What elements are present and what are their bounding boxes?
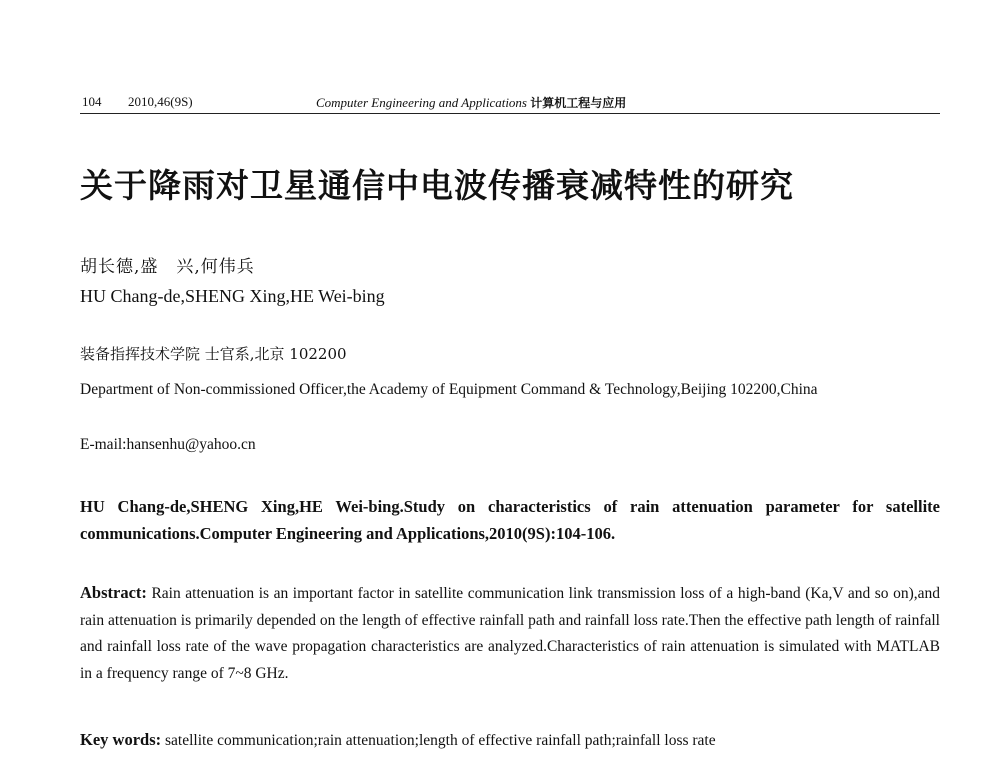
abstract-text: Rain attenuation is an important factor in satellite communication link transmission loss of a high-band (Ka,V and so on),and rain attenuation is primarily depended on the length of effective rainfall path and rainfall loss rate.Then the effective path length of rainfall and rainfall loss rate of the wave propagation characteristics are analyzed.Characteristics of rain attenuation is simulated with MATLAB in a frequency range of 7~8 GHz. [80, 585, 941, 682]
keywords-label: Key words: [80, 730, 162, 749]
affiliation-en: Department of Non-commissioned Officer,the Academy of Equipment Command & Technology,Beijing 102200,China [80, 381, 818, 398]
abstract [80, 580, 940, 687]
journal-name-cn: 计算机工程与应用 [530, 96, 627, 110]
affiliation-cn: 装备指挥技术学院 士官系,北京 102200 [80, 345, 347, 363]
running-header [80, 92, 940, 114]
header-rule [80, 113, 940, 114]
journal-name [316, 94, 626, 111]
citation: HU Chang-de,SHENG Xing,HE Wei-bing.Study on characteristics of rain attenuation parameter for satellite communications.Computer Engineering and Applications,2010(9S):104-106. [80, 497, 940, 543]
journal-name-en: Computer Engineering and Applications [316, 95, 527, 110]
authors-cn: 胡长德,盛 兴,何伟兵 [80, 257, 255, 277]
paper-title: 关于降雨对卫星通信中电波传播衰减特性的研究 [80, 166, 794, 205]
author-email: E-mail:hansenhu@yahoo.cn [80, 436, 256, 453]
keywords-text: satellite communication;rain attenuation;length of effective rainfall path;rainfall loss rate [165, 732, 716, 749]
authors-en: HU Chang-de,SHENG Xing,HE Wei-bing [80, 286, 385, 306]
keywords [80, 730, 940, 750]
issue-info: 2010,46(9S) [128, 94, 193, 109]
abstract-label: Abstract: [80, 583, 147, 602]
page-number: 104 [82, 94, 102, 109]
